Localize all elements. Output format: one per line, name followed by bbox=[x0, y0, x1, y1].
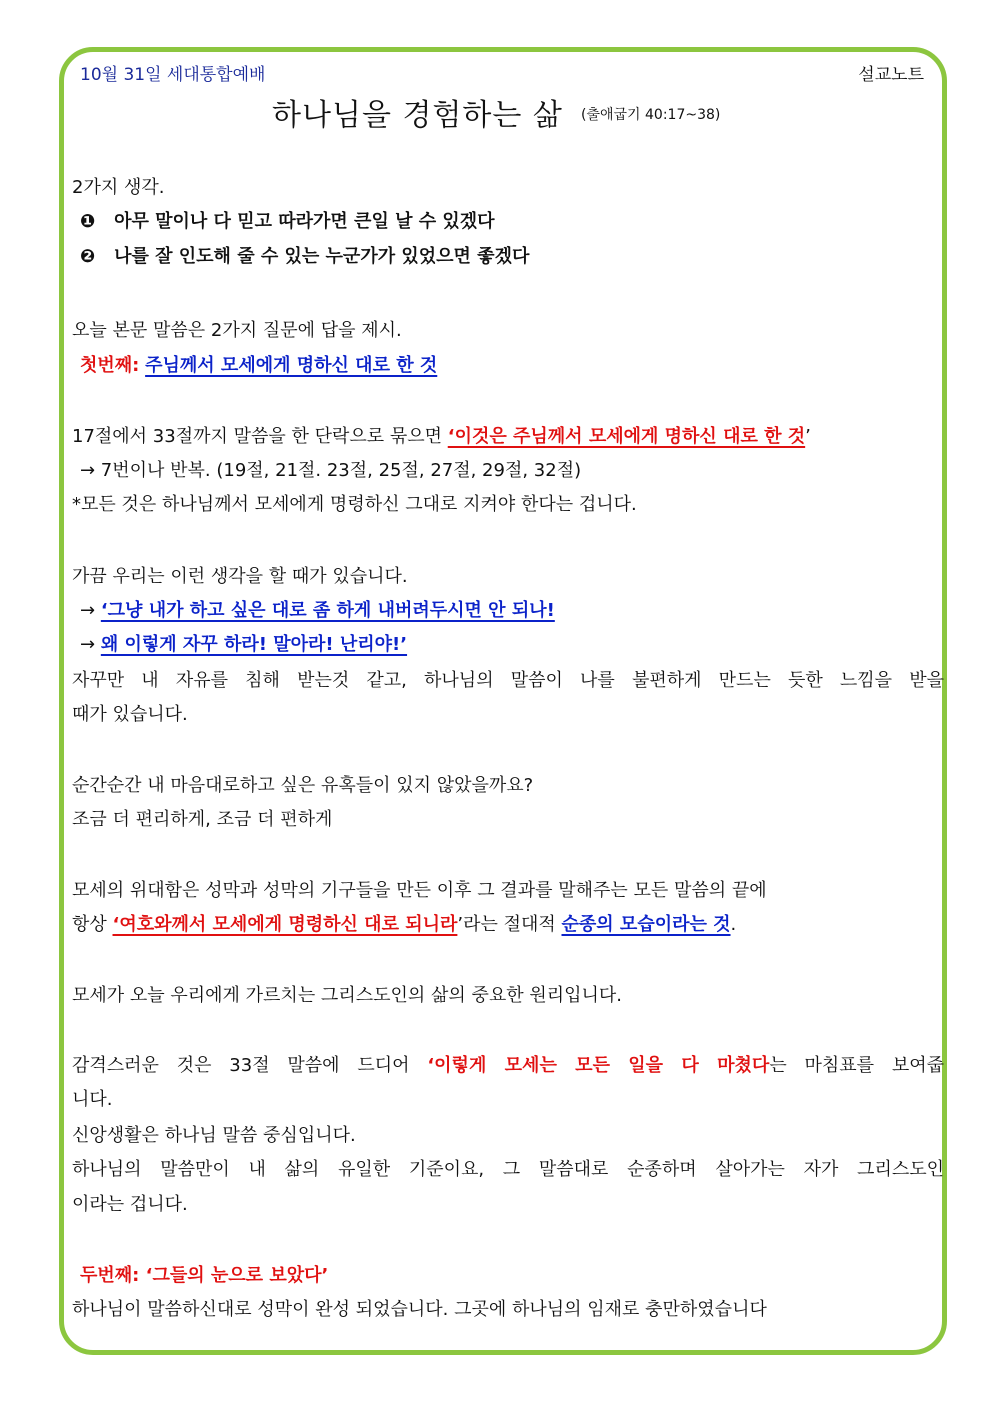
moses-greatness-line: 모세의 위대함은 성막과 성막의 기구들을 만든 이후 그 결과를 말해주는 모든 말씀의 끝에 bbox=[72, 880, 767, 901]
commandment-line: *모든 것은 하나님께서 모세에게 명령하신 그대로 지켜야 한다는 겁니다. bbox=[72, 494, 637, 515]
always-text: 항상 bbox=[72, 914, 113, 935]
page-title: 하나님을 경험하는 삶 bbox=[272, 98, 563, 133]
first-point bbox=[80, 354, 437, 378]
temptation-line: 순간순간 내 마음대로하고 싶은 유혹들이 있지 않았을까요? bbox=[72, 775, 534, 796]
absolute-text: ’라는 절대적 bbox=[457, 914, 562, 935]
paragraph-verses-17-33 bbox=[72, 425, 811, 449]
tabernacle-complete-line: 하나님이 말씀하신대로 성막이 완성 되었습니다. 그곳에 하나님의 임재로 충만하였습니다 bbox=[72, 1299, 767, 1320]
verse-33-text: 감격스러운 것은 33절 말씀에 드디어 bbox=[72, 1055, 428, 1076]
verses-quote-end: ’ bbox=[805, 426, 811, 447]
second-point-label: 두번째: ‘그들의 눈으로 보았다’ bbox=[80, 1265, 329, 1286]
arrow-icon: → bbox=[80, 634, 96, 655]
verses-quote: ‘이것은 주님께서 모세에게 명하신 대로 한 것 bbox=[447, 426, 806, 447]
intro-heading: 2가지 생각. bbox=[72, 177, 165, 198]
obedience-line bbox=[72, 913, 736, 937]
first-point-text: 주님께서 모세에게 명하신 대로 한 것 bbox=[145, 355, 438, 376]
scripture-reference: (출애굽기 40:17~38) bbox=[581, 107, 721, 123]
full-stop-text: 는 마침표를 보여줍 bbox=[769, 1055, 945, 1076]
obedience-phrase: 순종의 모습이라는 것 bbox=[561, 914, 731, 935]
repeat-verses-line: → 7번이나 반복. (19절, 21절. 23절, 25절, 27절, 29절, 32절) bbox=[80, 460, 582, 481]
service-date: 10월 31일 세대통합예배 bbox=[80, 65, 266, 85]
christian-line: 이라는 겁니다. bbox=[72, 1194, 188, 1215]
quote-line-1 bbox=[80, 599, 555, 623]
verse-33-line-cont: 니다. bbox=[72, 1089, 113, 1110]
faith-life-line: 신앙생활은 하나님 말씀 중심입니다. bbox=[72, 1125, 356, 1146]
intro-item-1 bbox=[80, 210, 495, 234]
intro-item-2 bbox=[80, 245, 529, 269]
verses-text: 17절에서 33절까지 말씀을 한 단락으로 묶으면 bbox=[72, 426, 448, 447]
sometimes-line: 가끔 우리는 이런 생각을 할 때가 있습니다. bbox=[72, 566, 408, 587]
lord-commanded-quote: ‘여호와께서 모세에게 명령하신 대로 되니라 bbox=[112, 914, 458, 935]
arrow-icon: → bbox=[80, 600, 96, 621]
only-standard-line: 하나님의 말씀만이 내 삶의 유일한 기준이요, 그 말씀대로 순종하며 살아가는 자가 그리스도인 bbox=[72, 1159, 944, 1180]
freedom-line-cont: 때가 있습니다. bbox=[72, 704, 188, 725]
moses-finished-quote: ‘이렇게 모세는 모든 일을 다 마쳤다 bbox=[427, 1055, 770, 1076]
numbered-marker-2: ❷ bbox=[80, 246, 96, 267]
quote-line-2 bbox=[80, 633, 407, 657]
intro-item-2-text: 나를 잘 인도해 줄 수 있는 누군가가 있었으면 좋겠다 bbox=[114, 246, 530, 267]
intro-item-1-text: 아무 말이나 다 믿고 따라가면 큰일 날 수 있겠다 bbox=[114, 211, 495, 232]
freedom-line: 자꾸만 내 자유를 침해 받는것 같고, 하나님의 말씀이 나를 불편하게 만드는 듯한 느낌을 받을 bbox=[72, 670, 944, 691]
verse-33-line bbox=[72, 1054, 944, 1078]
convenience-line: 조금 더 편리하게, 조금 더 편하게 bbox=[72, 809, 333, 830]
principle-line: 모세가 오늘 우리에게 가르치는 그리스도인의 삶의 중요한 원리입니다. bbox=[72, 985, 623, 1006]
quote-2-text: 왜 이렇게 자꾸 하라! 말아라! 난리야!’ bbox=[100, 634, 408, 655]
sermon-note-label: 설교노트 bbox=[858, 65, 924, 85]
period: . bbox=[730, 914, 737, 935]
quote-1-text: ‘그냥 내가 하고 싶은 대로 좀 하게 내버려두시면 안 되나! bbox=[100, 600, 555, 621]
numbered-marker-1: ❶ bbox=[80, 211, 96, 232]
paragraph-two-questions: 오늘 본문 말씀은 2가지 질문에 답을 제시. bbox=[72, 320, 402, 341]
first-point-label: 첫번째: bbox=[80, 355, 140, 376]
